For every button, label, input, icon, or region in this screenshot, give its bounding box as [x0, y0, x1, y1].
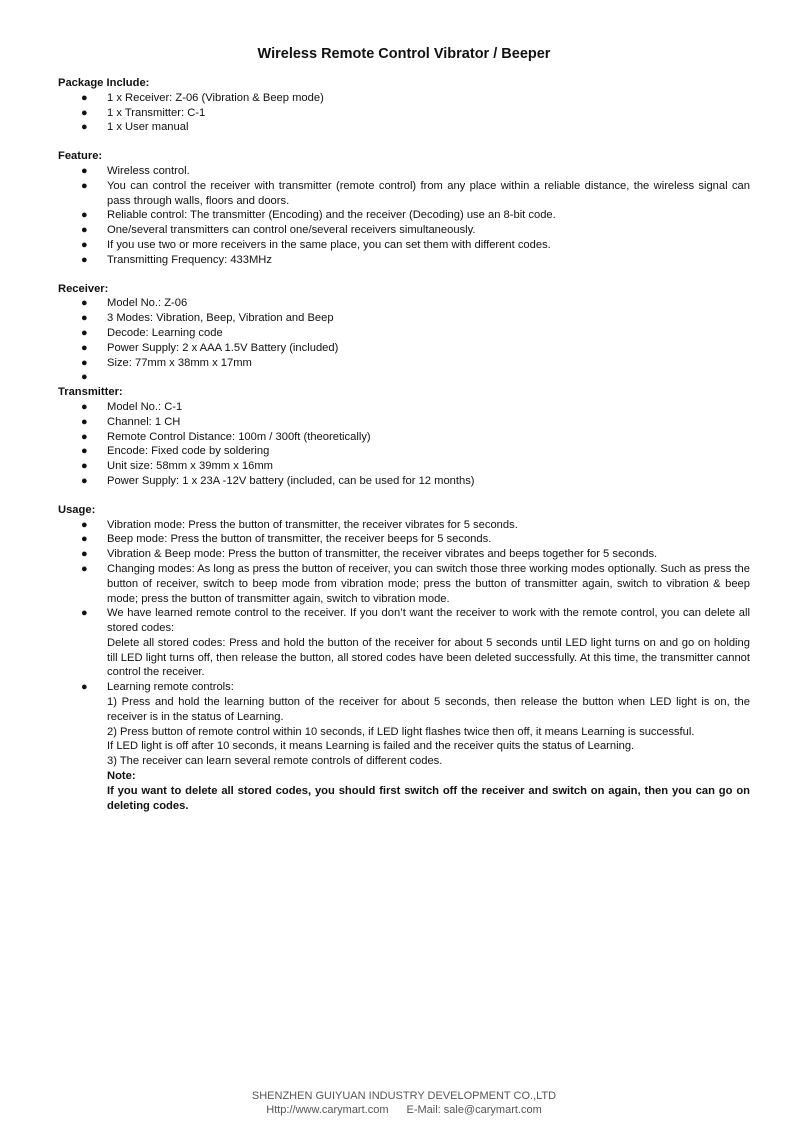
- bullet-icon: ●: [81, 326, 88, 339]
- bullet-icon: ●: [81, 224, 88, 237]
- bullet-icon: ●: [81, 238, 88, 251]
- bullet-icon: ●: [81, 356, 88, 369]
- note-body: If you want to delete all stored codes, you should first switch off the receiver and switch on again, then you can go on deleting codes.: [107, 784, 750, 812]
- bullet-icon: ●: [81, 371, 88, 384]
- list-item: ● Model No.: C-1: [81, 400, 183, 413]
- footer-contact: [0, 1104, 808, 1116]
- list-item: ● Wireless control.: [81, 164, 190, 177]
- list-item: ● You can control the receiver with transmitter (remote control) from any place within a reliable distance, the wireless signal can pass through walls, floors and doors.: [81, 179, 750, 207]
- delete-intro: We have learned remote control to the receiver. If you don’t want the receiver to work with the remote control, you can delete all stored codes:: [107, 607, 750, 635]
- learning-step-1: 1) Press and hold the learning button of the receiver for about 5 seconds, then release the button when LED light is on, the receiver is in the status of Learning.: [107, 696, 750, 723]
- bullet-icon: ●: [81, 179, 88, 192]
- transmitter-heading: Transmitter:: [58, 386, 123, 399]
- footer-company: SHENZHEN GUIYUAN INDUSTRY DEVELOPMENT CO.,LTD: [251, 1090, 557, 1102]
- learning-step-2: 2) Press button of remote control within 10 seconds, if LED light flashes twice then off, it means Learning is successful.: [107, 725, 695, 738]
- list-item: ● 3 Modes: Vibration, Beep, Vibration and Beep: [81, 312, 334, 325]
- learning-step-3: 3) The receiver can learn several remote controls of different codes.: [107, 755, 443, 768]
- package-list: [58, 91, 750, 135]
- list-item: ● Unit size: 58mm x 39mm x 16mm: [81, 460, 273, 473]
- bullet-icon: ●: [81, 518, 88, 531]
- list-item: ● Model No.: Z-06: [81, 297, 188, 310]
- package-section: [58, 76, 750, 135]
- footer-email[interactable]: E-Mail: sale@carymart.com: [406, 1104, 542, 1116]
- bullet-icon: ●: [81, 533, 88, 546]
- list-item: [58, 606, 750, 680]
- bullet-icon: ●: [81, 607, 88, 620]
- list-item: ● Power Supply: 1 x 23A -12V battery (included, can be used for 12 months): [81, 474, 475, 487]
- bullet-icon: ●: [81, 106, 88, 119]
- list-item: ● 1 x Transmitter: C-1: [81, 106, 206, 119]
- delete-instructions: Delete all stored codes: Press and hold the button of the receiver for about 5 seconds until LED light turns on and go on holding till LED light turns off, then release the button, all stored codes have been deleted successfully. At this time, the transmitter cannot control the receiver.: [107, 636, 750, 679]
- bullet-icon: ●: [81, 681, 88, 694]
- list-item: ● Encode: Fixed code by soldering: [81, 445, 270, 458]
- bullet-icon: ●: [81, 548, 88, 561]
- bullet-icon: ●: [81, 209, 88, 222]
- bullet-icon: ●: [81, 474, 88, 487]
- list-item: ● Beep mode: Press the button of transmitter, the receiver beeps for 5 seconds.: [81, 533, 492, 546]
- bullet-icon: ●: [81, 91, 88, 104]
- transmitter-list: [58, 400, 750, 489]
- list-item: ● Power Supply: 2 x AAA 1.5V Battery (included): [81, 341, 339, 354]
- bullet-icon: ●: [81, 121, 88, 134]
- bullet-icon: ●: [81, 297, 88, 310]
- list-item: ● 1 x User manual: [81, 121, 189, 134]
- feature-section: [58, 149, 750, 267]
- usage-list: [58, 518, 750, 814]
- bullet-icon: ●: [81, 562, 88, 575]
- bullet-icon: ●: [81, 415, 88, 428]
- learning-intro: Learning remote controls:: [107, 681, 234, 694]
- feature-list: [58, 164, 750, 268]
- list-item: ● Reliable control: The transmitter (Encoding) and the receiver (Decoding) use an 8-bit code.: [81, 209, 556, 222]
- list-item: [58, 680, 750, 813]
- document-title: Wireless Remote Control Vibrator / Beeper: [257, 46, 551, 62]
- bullet-icon: ●: [81, 445, 88, 458]
- learning-step-2b: If LED light is off after 10 seconds, it means Learning is failed and the receiver quits the status of Learning.: [107, 740, 635, 753]
- receiver-list: [58, 296, 750, 385]
- bullet-icon: ●: [81, 312, 88, 325]
- list-item: ● Changing modes: As long as press the button of receiver, you can switch those three working modes optionally. Such as press the button of receiver, switch to beep mode from vibration mode; press the button of transmitter again, switch to vibration & beep mode; press the button of transmitter again, switch to vibration mode.: [81, 562, 750, 605]
- list-item: ● Decode: Learning code: [81, 326, 223, 339]
- list-item: ● Vibration mode: Press the button of transmitter, the receiver vibrates for 5 seconds.: [81, 518, 518, 531]
- bullet-icon: ●: [81, 341, 88, 354]
- receiver-heading: Receiver:: [58, 282, 109, 295]
- bullet-icon: ●: [81, 400, 88, 413]
- usage-section: [58, 503, 750, 814]
- list-item: ● If you use two or more receivers in the same place, you can set them with different codes.: [81, 238, 551, 251]
- list-item: ● One/several transmitters can control one/several receivers simultaneously.: [81, 224, 476, 237]
- list-item: ● Channel: 1 CH: [81, 415, 181, 428]
- document-body: [58, 76, 750, 827]
- list-item: ● Size: 77mm x 38mm x 17mm: [81, 356, 252, 369]
- list-item: ● Transmitting Frequency: 433MHz: [81, 253, 272, 266]
- package-heading: Package Include:: [58, 77, 150, 89]
- list-item: ● Vibration & Beep mode: Press the button of transmitter, the receiver vibrates and beeps together for 5 seconds.: [81, 548, 658, 561]
- empty-list-item: [58, 370, 750, 385]
- transmitter-section: [58, 385, 750, 489]
- bullet-icon: ●: [81, 164, 88, 177]
- list-item: ● Remote Control Distance: 100m / 300ft (theoretically): [81, 430, 371, 443]
- note-title: Note:: [107, 770, 136, 783]
- list-item: ● 1 x Receiver: Z-06 (Vibration & Beep mode): [81, 91, 324, 104]
- feature-heading: Feature:: [58, 150, 103, 163]
- bullet-icon: ●: [81, 430, 88, 443]
- receiver-section: [58, 282, 750, 386]
- bullet-icon: ●: [81, 460, 88, 473]
- bullet-icon: ●: [81, 253, 88, 266]
- footer-website[interactable]: Http://www.carymart.com: [266, 1104, 389, 1116]
- usage-heading: Usage:: [58, 503, 96, 516]
